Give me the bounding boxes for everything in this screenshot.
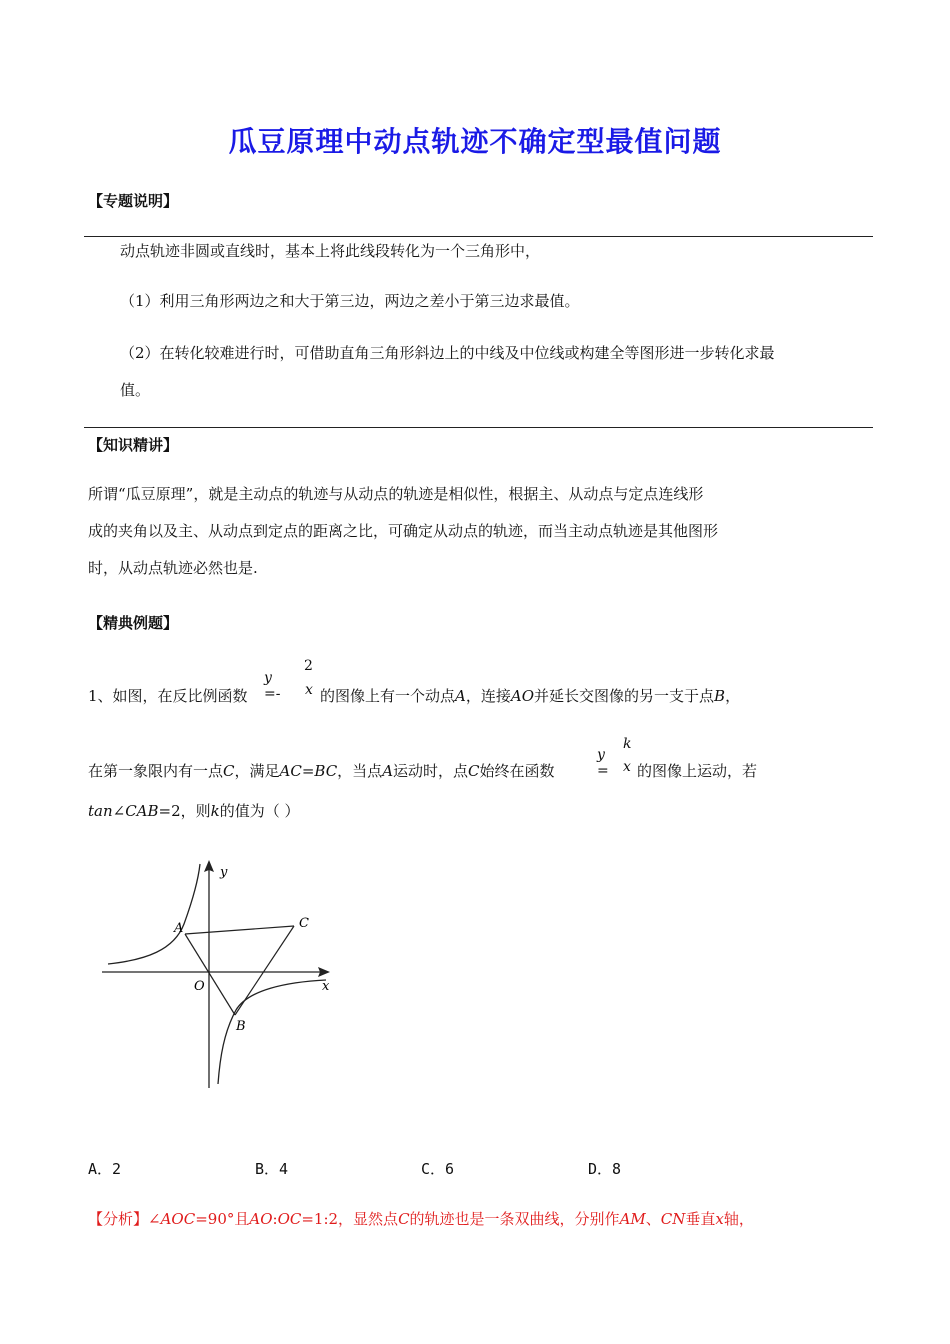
knowledge-line-3: 时，从动点轨迹必然也是. [88,559,258,577]
knowledge-line-2: 成的夹角以及主、从动点到定点的距离之比，可确定从动点的轨迹，而当主动点轨迹是其他图形 [88,522,719,540]
option-d[interactable]: D．8 [588,1160,622,1178]
problem-line-2-rest: 的图像上运动，若 [637,762,758,780]
problem-line-1: 1、如图，在反比例函数 [88,687,248,705]
problem-line-2: 在第一象限内有一点C，满足AC=BC，当点A运动时，点C始终在函数 [88,762,555,780]
divider-bottom [84,427,873,428]
hyperbola-branch-lower-right [218,980,326,1084]
section-heading-knowledge: 【知识精讲】 [88,436,179,454]
label-B: B [236,1019,246,1034]
intro-line-4: 值。 [120,381,151,399]
knowledge-line-1: 所谓“瓜豆原理”，就是主动点的轨迹与从动点的轨迹是相似性，根据主、从动点与定点连线形 [88,485,704,503]
problem-line-3: tan∠CAB=2，则k的值为（ ） [88,802,300,820]
option-b[interactable]: B．4 [255,1160,289,1178]
option-a[interactable]: A．2 [88,1160,122,1178]
page-title: 瓜豆原理中动点轨迹不确定型最值问题 [228,125,722,158]
problem-line-1-rest: 的图像上有一个动点A，连接AO并延长交图像的另一支于点B， [320,687,741,705]
hyperbola-figure [96,852,346,1097]
segment-AB [185,934,235,1015]
option-c[interactable]: C．6 [421,1160,455,1178]
section-heading-intro: 【专题说明】 [88,192,179,210]
section-heading-examples: 【精典例题】 [88,614,179,632]
divider-top [84,236,873,237]
intro-line-2: （1）利用三角形两边之和大于第三边，两边之差小于第三边求最值。 [120,292,580,310]
label-A: A [174,921,184,936]
intro-line-1: 动点轨迹非圆或直线时，基本上将此线段转化为一个三角形中， [120,242,541,260]
label-O: O [194,979,205,994]
analysis-line: 【分析】∠AOC=90°且AO:OC=1:2，显然点C的轨迹也是一条双曲线，分别作AM、CN垂直x轴， [88,1210,754,1228]
label-y: y [220,865,228,880]
label-C: C [299,916,309,931]
segment-BC [235,926,294,1015]
intro-line-3: （2）在转化较难进行时，可借助直角三角形斜边上的中线及中位线或构建全等图形进一步转化求最 [120,344,775,362]
analysis-tag: 【分析】 [88,1210,149,1228]
label-x: x [322,979,330,994]
hyperbola-branch-upper-left [108,864,200,964]
segment-AC [185,926,294,934]
